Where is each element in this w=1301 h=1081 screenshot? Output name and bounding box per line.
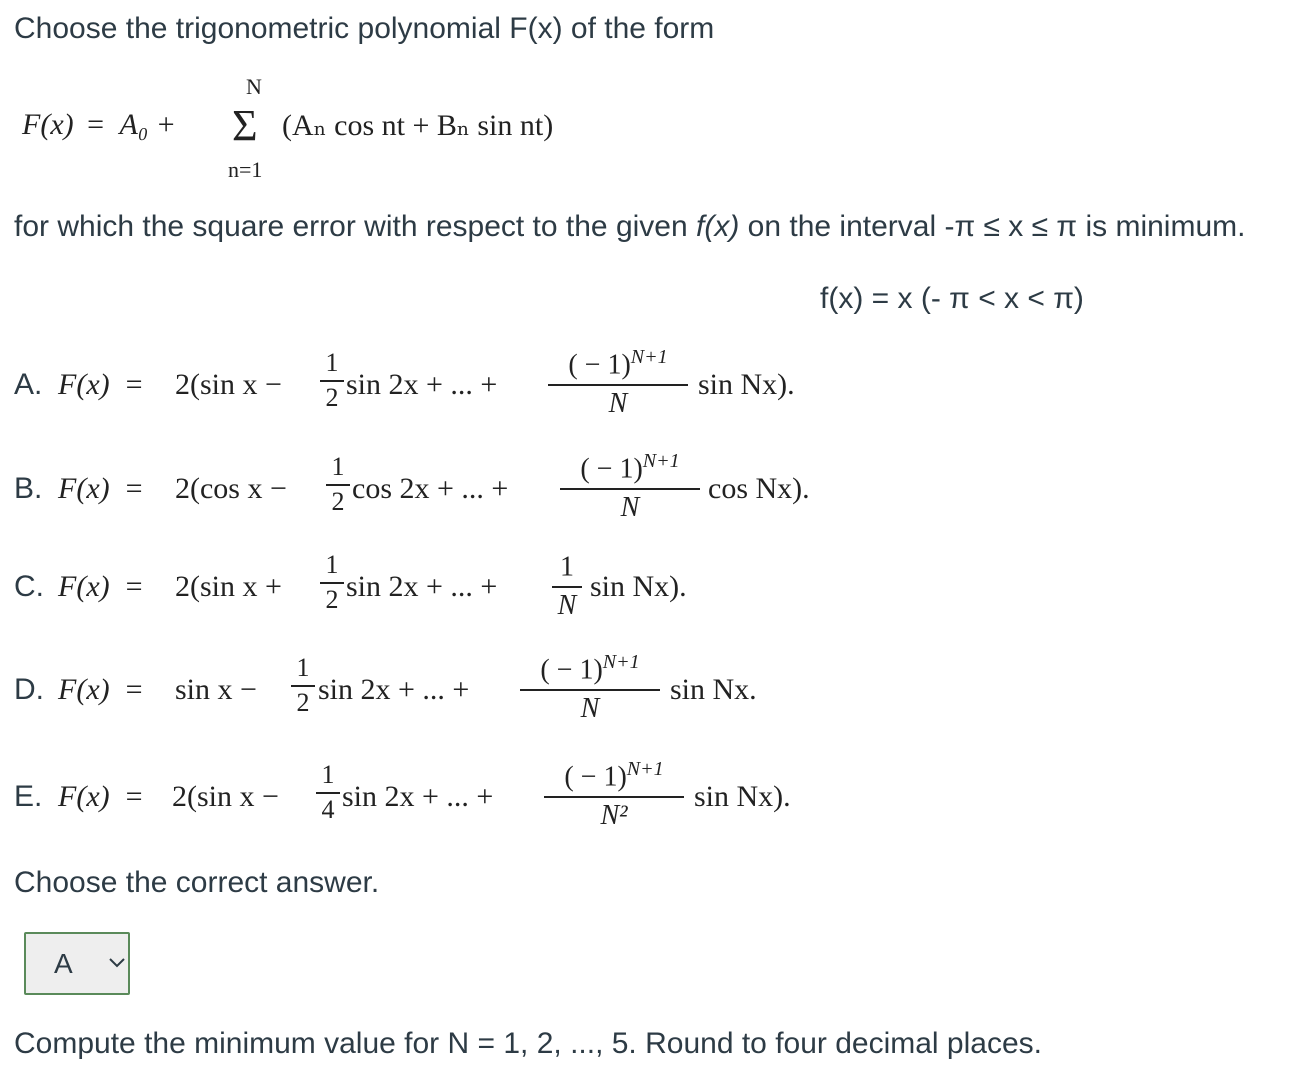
option-fraction-2 bbox=[544, 752, 684, 832]
option-tail: sin Nx). bbox=[698, 368, 795, 401]
question-intro: Choose the trigonometric polynomial F(x) of the form bbox=[14, 12, 715, 45]
fraction-2-bar bbox=[548, 384, 688, 386]
option-lhs bbox=[58, 673, 143, 707]
option-fraction-2 bbox=[548, 340, 688, 420]
option-mid: sin 2x + ... + bbox=[346, 570, 498, 603]
fraction-1-numerator: 1 bbox=[325, 348, 339, 377]
option-fraction-2 bbox=[552, 542, 582, 622]
condition-func: f(x) bbox=[696, 210, 740, 243]
option-label: A. bbox=[14, 368, 43, 401]
fraction-1-bar bbox=[291, 685, 315, 687]
sum-upper-limit: N bbox=[246, 74, 262, 99]
option-fraction-1 bbox=[316, 760, 340, 824]
option-eq: = bbox=[125, 673, 143, 706]
fraction-2-bar bbox=[552, 586, 582, 588]
option-fraction-2 bbox=[520, 645, 660, 725]
fraction-2-denominator: N bbox=[580, 693, 600, 725]
fraction-1-bar bbox=[320, 582, 344, 584]
option-lhs-func: F(x) bbox=[58, 570, 110, 603]
fraction-1-numerator: 1 bbox=[331, 452, 345, 481]
option-lhs bbox=[58, 472, 143, 506]
fraction-2-numerator bbox=[520, 645, 660, 687]
fraction-1-bar bbox=[326, 484, 350, 486]
formula-terms: (Aₙ cos nt + Bₙ sin nt) bbox=[282, 109, 554, 142]
fraction-1-denominator: 2 bbox=[331, 487, 345, 516]
prompt-text: Choose the correct answer. bbox=[14, 866, 380, 899]
fraction-1-denominator: 2 bbox=[296, 688, 310, 717]
followup-text: Compute the minimum value for N = 1, 2, ..., 5. Round to four decimal places. bbox=[14, 1027, 1042, 1060]
fraction-1-denominator: 2 bbox=[325, 585, 339, 614]
option-tail: sin Nx. bbox=[670, 673, 757, 706]
option-mid: cos 2x + ... + bbox=[352, 472, 509, 505]
option-eq: = bbox=[125, 368, 143, 401]
option-lhs-func: F(x) bbox=[58, 780, 110, 813]
fraction-2-exponent: N+1 bbox=[602, 651, 640, 673]
condition-suffix: on the interval -π ≤ x ≤ π is minimum. bbox=[739, 210, 1246, 243]
fraction-2-denominator: N bbox=[608, 388, 628, 420]
formula-lhs: F(x) bbox=[22, 108, 74, 141]
option-tail: cos Nx). bbox=[708, 472, 810, 505]
condition-prefix: for which the square error with respect to the given bbox=[14, 210, 697, 243]
option-fraction-1 bbox=[291, 653, 315, 717]
fraction-2-denominator: N² bbox=[600, 800, 628, 832]
fraction-2-exponent: N+1 bbox=[642, 450, 680, 472]
answer-select[interactable] bbox=[24, 932, 130, 995]
fraction-2-numerator-base: ( − 1) bbox=[540, 654, 603, 686]
fraction-1-numerator: 1 bbox=[325, 550, 339, 579]
option-head: 2(cos x − bbox=[175, 472, 287, 505]
fraction-2-numerator-base: ( − 1) bbox=[580, 453, 643, 485]
option-fraction-2 bbox=[560, 444, 700, 524]
option-eq: = bbox=[125, 472, 143, 505]
fraction-1-denominator: 4 bbox=[321, 795, 335, 824]
formula-eq: = bbox=[87, 108, 105, 141]
fraction-2-exponent: N+1 bbox=[626, 758, 664, 780]
fraction-1-bar bbox=[320, 380, 344, 382]
option-label: D. bbox=[14, 673, 44, 706]
option-mid: sin 2x + ... + bbox=[342, 780, 494, 813]
fraction-2-numerator-base: ( − 1) bbox=[564, 761, 627, 793]
fraction-2-denominator: N bbox=[557, 590, 577, 622]
fraction-2-numerator bbox=[552, 542, 582, 584]
option-label: E. bbox=[14, 780, 43, 813]
fraction-1-numerator: 1 bbox=[296, 653, 310, 682]
option-eq: = bbox=[125, 570, 143, 603]
fraction-2-numerator bbox=[560, 444, 700, 486]
fraction-1-denominator: 2 bbox=[325, 383, 339, 412]
fraction-2-bar bbox=[544, 796, 684, 798]
answer-select-value: A bbox=[54, 948, 73, 979]
option-lhs-func: F(x) bbox=[58, 472, 110, 505]
option-head: 2(sin x − bbox=[175, 368, 282, 401]
option-tail: sin Nx). bbox=[694, 780, 791, 813]
chevron-down-icon bbox=[108, 956, 126, 974]
fraction-1-numerator: 1 bbox=[321, 760, 335, 789]
option-lhs bbox=[58, 570, 143, 604]
option-fraction-1 bbox=[320, 348, 344, 412]
option-fraction-1 bbox=[326, 452, 350, 516]
option-lhs-func: F(x) bbox=[58, 368, 110, 401]
given-function: f(x) = x (- π < x < π) bbox=[820, 282, 1084, 315]
sum-lower-limit: n=1 bbox=[228, 157, 263, 182]
fraction-2-exponent: N+1 bbox=[630, 346, 668, 368]
fraction-2-numerator-base: ( − 1) bbox=[568, 349, 631, 381]
option-label: C. bbox=[14, 570, 44, 603]
option-lhs-func: F(x) bbox=[58, 673, 110, 706]
fraction-2-denominator: N bbox=[620, 492, 640, 524]
fraction-2-bar bbox=[560, 488, 700, 490]
fraction-2-numerator-base: 1 bbox=[560, 551, 574, 583]
option-head: 2(sin x − bbox=[172, 780, 279, 813]
option-lhs bbox=[58, 780, 143, 814]
option-mid: sin 2x + ... + bbox=[318, 673, 470, 706]
option-head: sin x − bbox=[175, 673, 257, 706]
option-tail: sin Nx). bbox=[590, 570, 687, 603]
formula-a0: A₀ + bbox=[119, 108, 177, 141]
option-label: B. bbox=[14, 472, 43, 505]
fraction-2-numerator bbox=[548, 340, 688, 382]
option-fraction-1 bbox=[320, 550, 344, 614]
sigma-symbol: Σ bbox=[232, 101, 258, 150]
condition-text bbox=[14, 210, 1245, 244]
fraction-1-bar bbox=[316, 792, 340, 794]
option-lhs bbox=[58, 368, 143, 402]
fraction-2-numerator bbox=[544, 752, 684, 794]
option-head: 2(sin x + bbox=[175, 570, 282, 603]
option-mid: sin 2x + ... + bbox=[346, 368, 498, 401]
fraction-2-bar bbox=[520, 689, 660, 691]
option-eq: = bbox=[125, 780, 143, 813]
